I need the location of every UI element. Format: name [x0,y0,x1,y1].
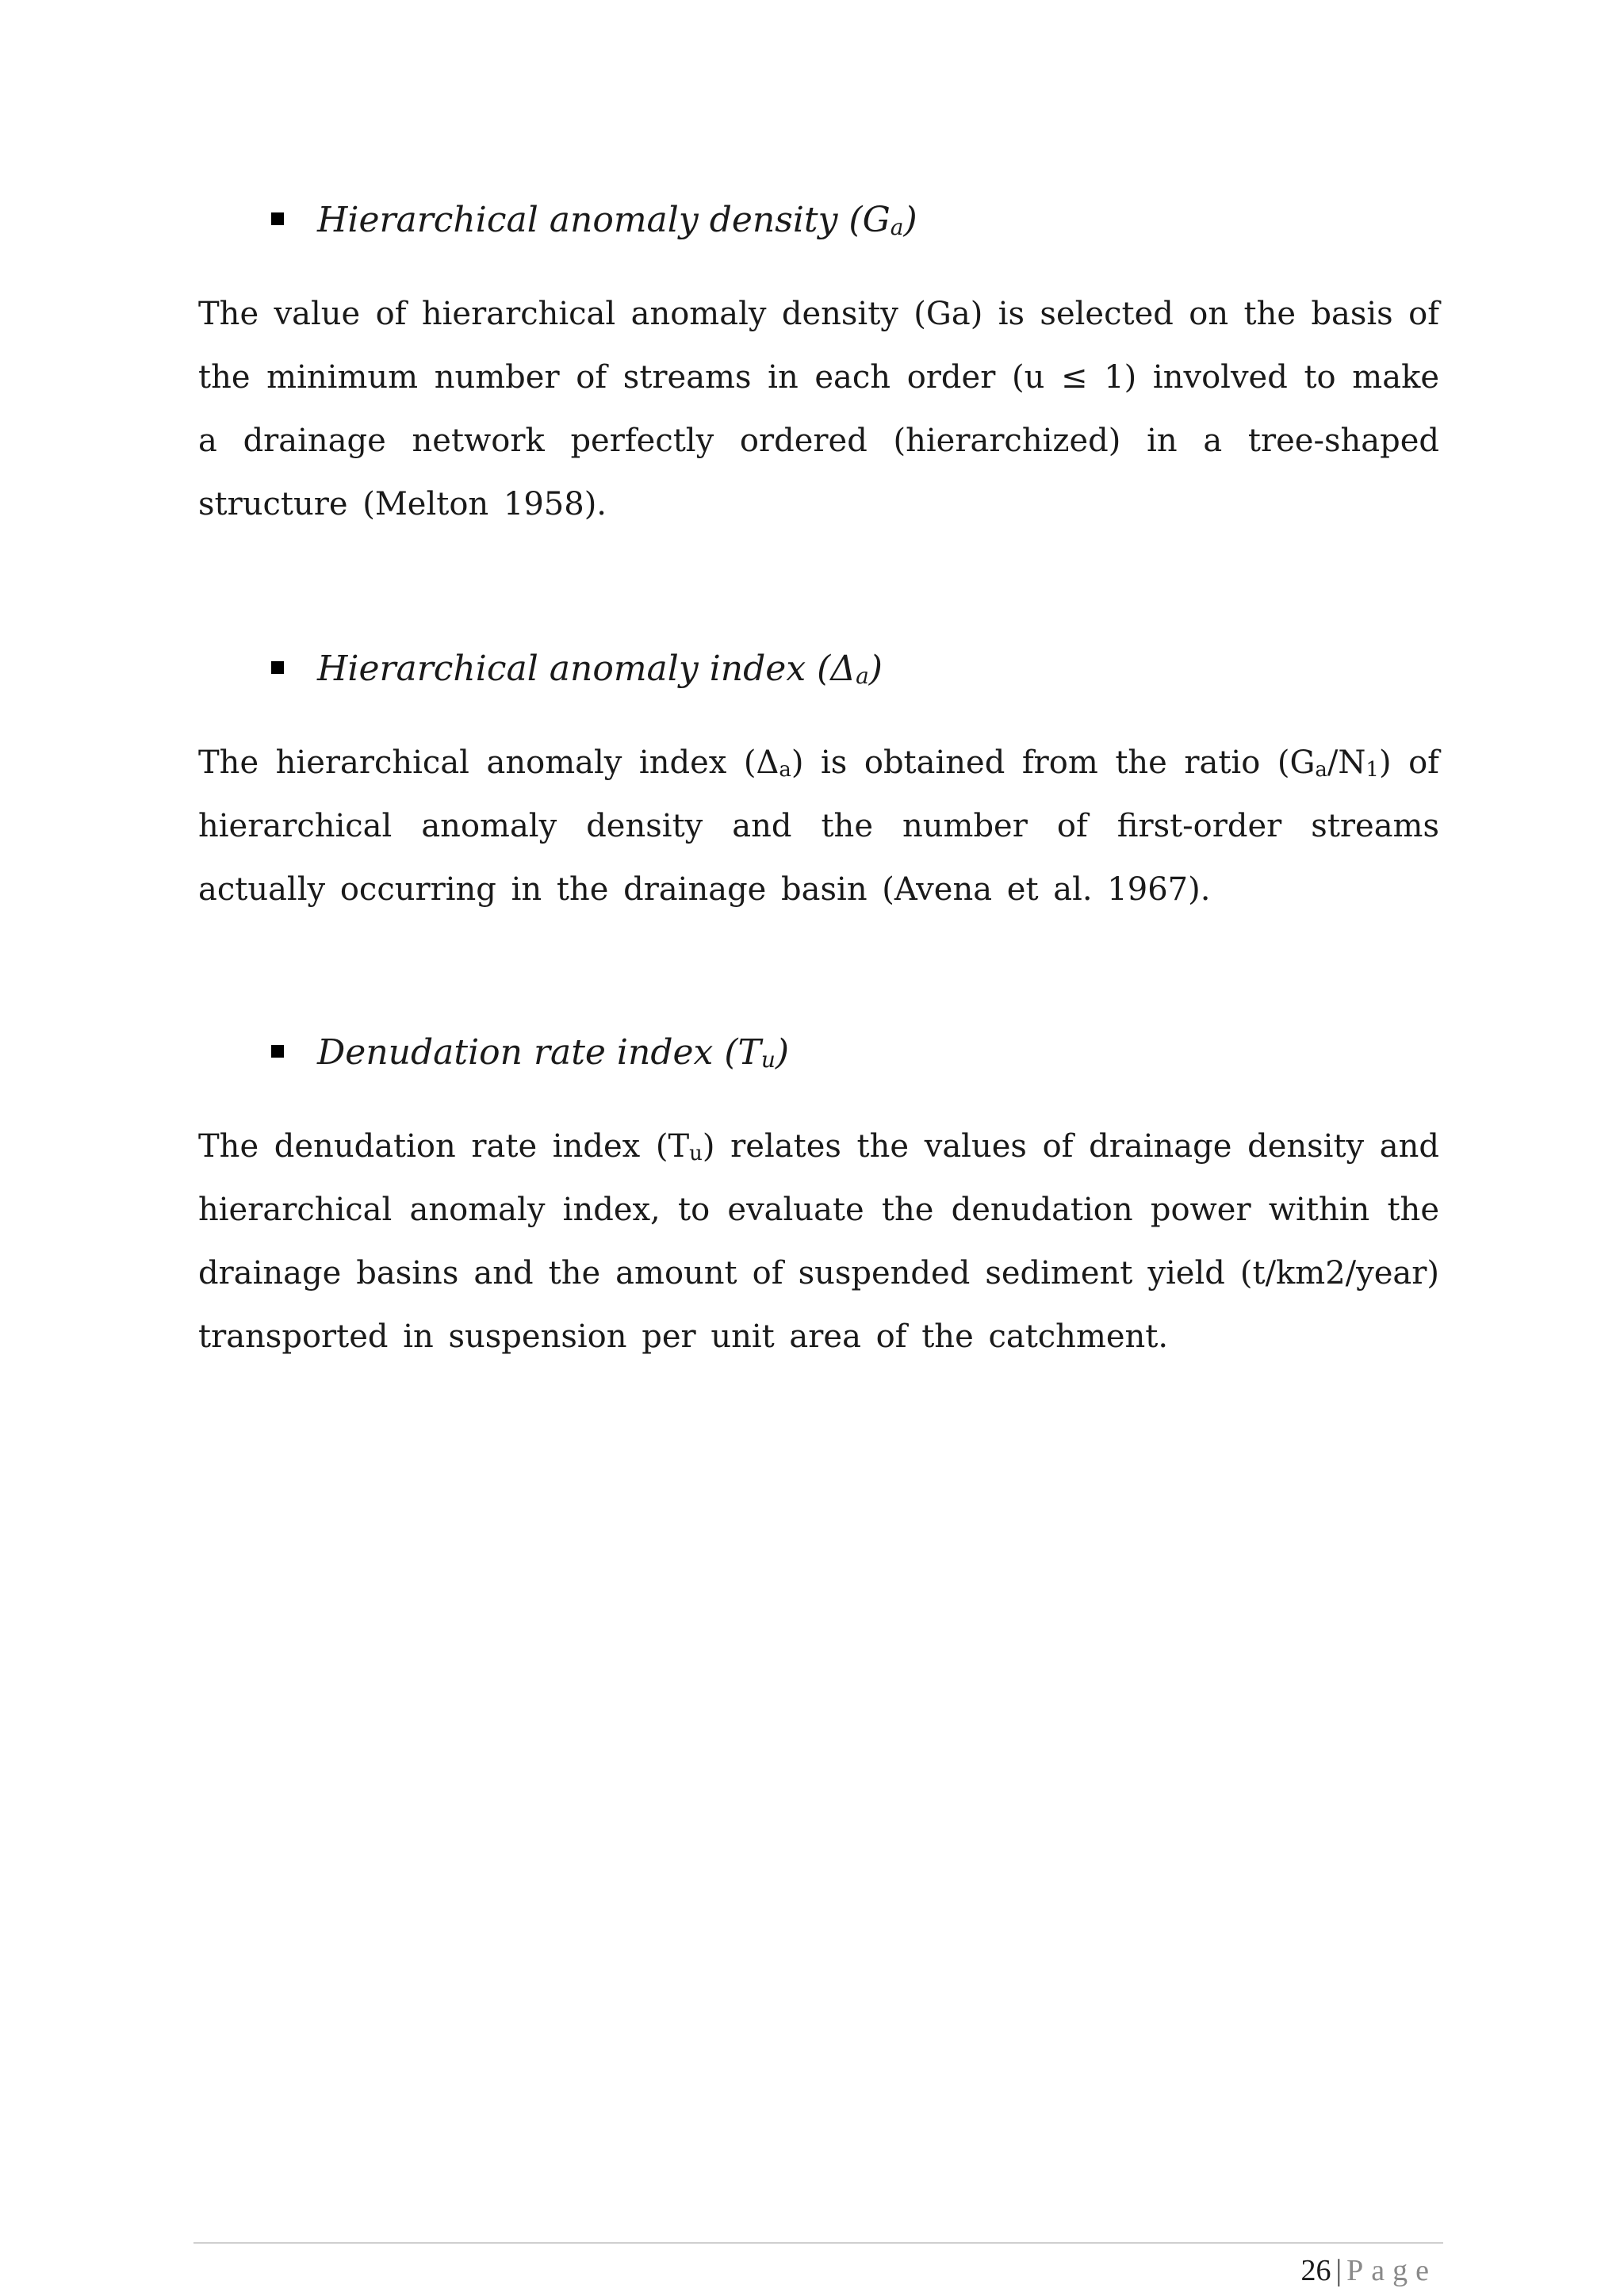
section-heading [198,1029,1439,1077]
para-text: /N [1327,744,1366,781]
square-bullet-icon [271,212,284,225]
section-hierarchical-anomaly-index [198,645,1439,921]
square-bullet-icon [271,1045,284,1058]
para-text: The hierarchical anomaly index (Δ [198,744,779,781]
para-subscript: a [1315,758,1327,782]
heading-close: ) [775,1032,790,1073]
para-text: ) is obtained from the ratio (G [791,744,1316,781]
para-text: The denudation rate index (T [198,1128,690,1165]
section-paragraph [198,731,1439,921]
section-heading [198,197,1439,244]
page-number: 26 [1300,2254,1331,2287]
heading-subscript: a [890,214,904,240]
heading-close: ) [868,649,883,689]
para-subscript: u [689,1142,703,1165]
footer-divider [193,2242,1443,2244]
section-heading [198,645,1439,693]
square-bullet-icon [271,661,284,674]
heading-subscript: a [856,663,869,689]
para-text: ) of hierarchical anomaly density and the number of first-order streams actually occurring in the drainage basin (Avena et al. 1967). [198,744,1439,908]
heading-close: ) [903,200,917,240]
page-label: Page [1346,2254,1437,2287]
section-hierarchical-anomaly-density [198,197,1439,536]
para-subscript: a [779,758,791,782]
heading-text: Hierarchical anomaly density (G [317,200,891,240]
section-paragraph [198,1115,1439,1368]
heading-text: Hierarchical anomaly index (Δ [317,649,856,689]
section-denudation-rate-index [198,1029,1439,1368]
page-footer [1301,2252,1437,2290]
para-subscript: 1 [1365,758,1379,782]
footer-separator: | [1335,2254,1342,2287]
section-paragraph: The value of hierarchical anomaly density (Ga) is selected on the basis of the minimum number of streams in each order (u ≤ 1) involved to make a drainage network perfectly ordered (hierarchized) in a tree-shaped structure (Melton 1958). [198,296,1439,522]
heading-subscript: u [760,1047,776,1073]
para-text: ) relates the values of drainage density and hierarchical anomaly index, to evaluate the denudation power within the drainage basins and the amount of suspended sediment yield (t/km2/year) transported in suspension per unit area of the catchment. [198,1128,1439,1355]
heading-text: Denudation rate index (T [317,1032,761,1073]
